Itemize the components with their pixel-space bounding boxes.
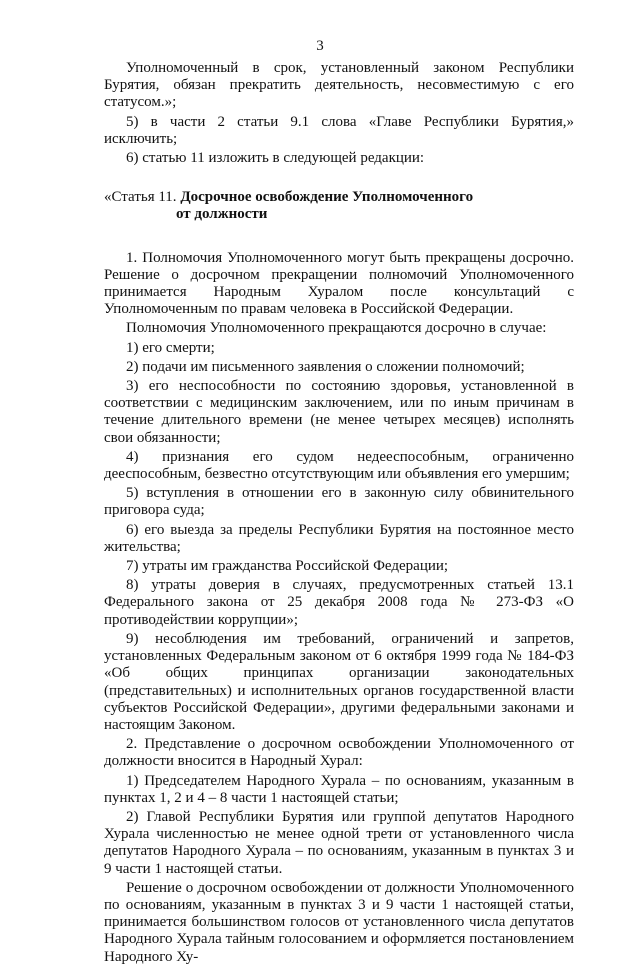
page-number: 3	[316, 38, 324, 54]
paragraph: 4) признания его судом недееспособным, ограниченно дееспособным, безвестно отсутствующим или объявления его умершим;	[104, 448, 574, 483]
document-body	[104, 60, 574, 968]
paragraph: 7) утраты им гражданства Российской Федерации;	[126, 558, 449, 575]
paragraph: 8) утраты доверия в случаях, предусмотренных статьей 13.1 Федерального закона от 25 декабря 2008 года № 273-ФЗ «О противодействии коррупции»;	[104, 577, 574, 628]
paragraph: 2) подачи им письменного заявления о сложении полномочий;	[126, 358, 525, 375]
article-heading-title-line1: Досрочное освобождение Уполномоченного	[180, 189, 474, 206]
paragraph: 5) в части 2 статьи 9.1 слова «Главе Республики Бурятия,» исключить;	[104, 113, 574, 147]
paragraph: 5) вступления в отношении его в законную силу обвинительного приговора суда;	[104, 485, 574, 519]
paragraph: Полномочия Уполномоченного прекращаются досрочно в случае:	[126, 320, 547, 337]
paragraph: 6) статью 11 изложить в следующей редакции:	[126, 150, 425, 167]
paragraph: 3) его неспособности по состоянию здоровья, установленной в соответствии с медицинским заключением, или по иным причинам в течение длительного времени (не менее четырех месяцев) исполнять свои обязанности;	[104, 378, 574, 446]
article-heading-lead: «Статья 11.	[104, 189, 181, 206]
paragraph: 9) несоблюдения им требований, ограничений и запретов, установленных Федеральным законом от 6 октября 1999 года № 184-ФЗ «Об общих принципах организации законодательных (представительных) и исполнительных органов государственной власти субъектов Российской Федерации», другими федеральными законами и настоящим Законом.	[104, 630, 574, 733]
paragraph: 1) его смерти;	[126, 339, 215, 356]
paragraph: 1) Председателем Народного Хурала – по основаниям, указанным в пунктах 1, 2 и 4 – 8 части 1 настоящей статьи;	[104, 772, 574, 806]
paragraph: Решение о досрочном освобождении от должности Уполномоченного по основаниям, указанным в пунктах 3 и 9 части 1 настоящей статьи, принимается большинством голосов от установленного числа депутатов Народного Хурала тайным голосованием и оформляется постановлением Народного Ху-	[104, 879, 574, 965]
paragraph: Уполномоченный в срок, установленный законом Республики Бурятия, обязан прекратить деятельность, несовместимую с его статусом.»;	[104, 60, 574, 111]
paragraph: 2. Представление о досрочном освобождении Уполномоченного от должности вносится в Народный Хурал:	[104, 736, 574, 770]
paragraph: 6) его выезда за пределы Республики Бурятия на постоянное место жительства;	[104, 521, 574, 555]
article-heading-title-line2: от должности	[176, 206, 268, 223]
paragraph: 2) Главой Республики Бурятия или группой депутатов Народного Хурала численностью не менее одной трети от установленного числа депутатов Народного Хурала – по основаниям, указанным в пунктах 3 и 9 части 1 настоящей статьи.	[104, 808, 574, 877]
paragraph: 1. Полномочия Уполномоченного могут быть прекращены досрочно. Решение о досрочном прекращении полномочий Уполномоченного принимается Народным Хуралом после консультаций с Уполномоченным по правам человека в Российской Федерации.	[104, 249, 574, 318]
article-heading	[104, 189, 574, 223]
